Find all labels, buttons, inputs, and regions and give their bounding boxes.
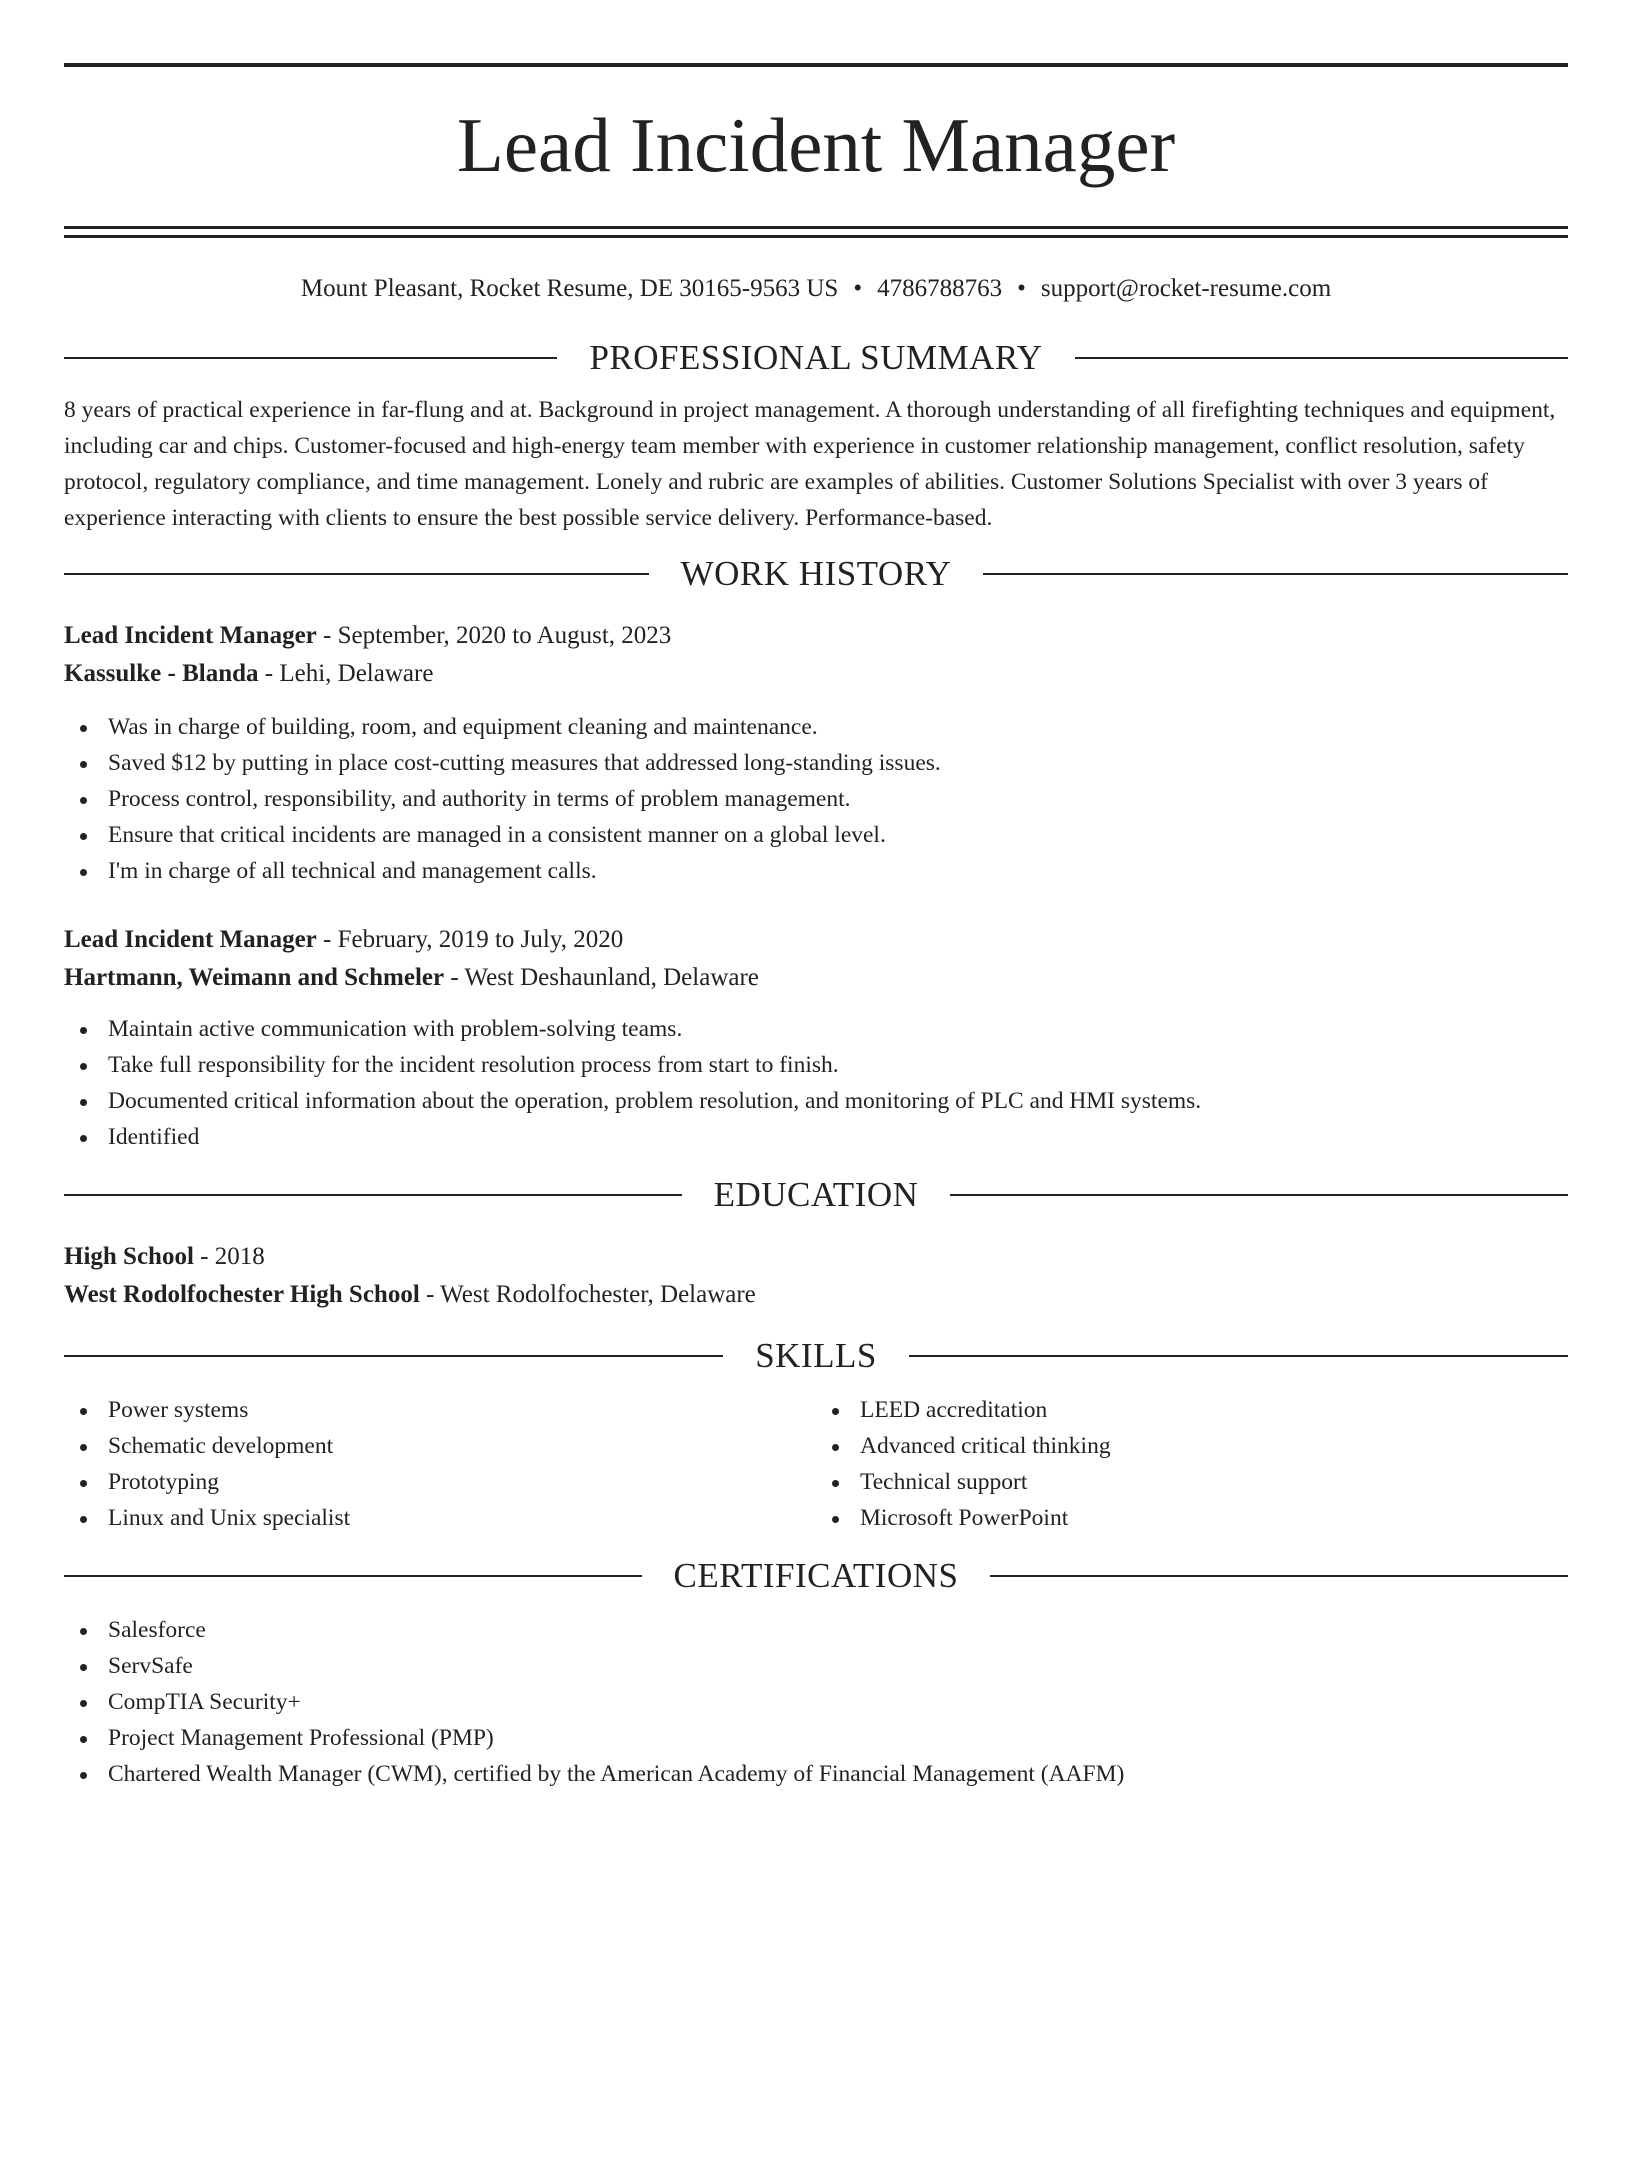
section-heading-education bbox=[64, 1175, 1568, 1215]
summary-text: 8 years of practical experience in far-flung and at. Background in project management. A thorough understanding of all firefighting techniques and equipment, including car and chips. Customer-focused and high-energy team member with experience in customer relationship management, conflict resolution, safety protocol, regulatory compliance, and time management. Lonely and rubric are examples of abilities. Customer Solutions Specialist with over 3 years of experience interacting with clients to ensure the best possible service delivery. Performance-based. bbox=[64, 397, 1556, 531]
list-item: I'm in charge of all technical and management calls. bbox=[64, 853, 1568, 889]
section-heading-summary bbox=[64, 338, 1568, 378]
list-item: Advanced critical thinking bbox=[816, 1428, 1568, 1464]
contact-phone: 4786788763 bbox=[877, 275, 1003, 302]
section-heading-work bbox=[64, 554, 1568, 594]
list-item: ServSafe bbox=[64, 1648, 1568, 1684]
list-item: Saved $12 by putting in place cost-cutting measures that addressed long-standing issues. bbox=[64, 745, 1568, 781]
education-year: - 2018 bbox=[193, 1243, 265, 1270]
contact-separator: • bbox=[853, 275, 863, 302]
section-title: WORK HISTORY bbox=[680, 554, 952, 593]
job-company: Hartmann, Weimann and Schmeler bbox=[64, 964, 445, 991]
list-item: LEED accreditation bbox=[816, 1392, 1568, 1428]
job-entry bbox=[64, 921, 1568, 1155]
contact-email: support@rocket-resume.com bbox=[1040, 275, 1332, 302]
contact-separator: • bbox=[1017, 275, 1026, 302]
list-item: Technical support bbox=[816, 1464, 1568, 1500]
section-title: PROFESSIONAL SUMMARY bbox=[589, 338, 1043, 377]
section-title: SKILLS bbox=[755, 1336, 877, 1375]
education-degree-line bbox=[64, 1238, 1568, 1276]
job-title-line bbox=[64, 617, 1568, 655]
list-item: Microsoft PowerPoint bbox=[816, 1500, 1568, 1536]
education-school: West Rodolfochester High School bbox=[64, 1281, 420, 1308]
skills-grid bbox=[64, 1392, 1568, 1536]
skills-column-right bbox=[816, 1392, 1568, 1536]
job-bullets bbox=[64, 709, 1568, 889]
section-heading-skills bbox=[64, 1336, 1568, 1376]
resume-page bbox=[0, 63, 1632, 2175]
list-item: Documented critical information about the operation, problem resolution, and monitoring of PLC and HMI systems. bbox=[64, 1083, 1568, 1119]
education-entry bbox=[64, 1238, 1568, 1314]
list-item: Identified bbox=[64, 1119, 1568, 1155]
job-bullets bbox=[64, 1011, 1568, 1155]
list-item: Chartered Wealth Manager (CWM), certified by the American Academy of Financial Management (AAFM) bbox=[64, 1756, 1568, 1792]
job-dates: - February, 2019 to July, 2020 bbox=[316, 926, 624, 953]
job-location: - Lehi, Delaware bbox=[258, 660, 434, 687]
list-item: Power systems bbox=[64, 1392, 816, 1428]
job-location: - West Deshaunland, Delaware bbox=[444, 964, 759, 991]
list-item: Linux and Unix specialist bbox=[64, 1500, 816, 1536]
education-school-line bbox=[64, 1276, 1568, 1314]
double-rule bbox=[64, 226, 1568, 238]
contact-line bbox=[64, 274, 1568, 304]
education-location: - West Rodolfochester, Delaware bbox=[419, 1281, 756, 1308]
list-item: Ensure that critical incidents are managed in a consistent manner on a global level. bbox=[64, 817, 1568, 853]
job-company: Kassulke - Blanda bbox=[64, 660, 259, 687]
skills-column-left bbox=[64, 1392, 816, 1536]
list-item: Prototyping bbox=[64, 1464, 816, 1500]
list-item: CompTIA Security+ bbox=[64, 1684, 1568, 1720]
contact-address: Mount Pleasant, Rocket Resume, DE 30165-9563 US bbox=[300, 275, 839, 302]
section-title: CERTIFICATIONS bbox=[673, 1556, 959, 1595]
resume-name: Lead Incident Manager bbox=[456, 102, 1176, 188]
list-item: Was in charge of building, room, and equipment cleaning and maintenance. bbox=[64, 709, 1568, 745]
list-item: Take full responsibility for the incident resolution process from start to finish. bbox=[64, 1047, 1568, 1083]
job-title-line bbox=[64, 921, 1568, 959]
list-item: Project Management Professional (PMP) bbox=[64, 1720, 1568, 1756]
job-company-line bbox=[64, 655, 1568, 693]
job-title: Lead Incident Manager bbox=[64, 622, 317, 649]
job-company-line bbox=[64, 959, 1568, 997]
section-title: EDUCATION bbox=[713, 1175, 919, 1214]
section-heading-certifications bbox=[64, 1556, 1568, 1596]
job-title: Lead Incident Manager bbox=[64, 926, 317, 953]
list-item: Salesforce bbox=[64, 1612, 1568, 1648]
job-dates: - September, 2020 to August, 2023 bbox=[316, 622, 672, 649]
list-item: Maintain active communication with problem-solving teams. bbox=[64, 1011, 1568, 1047]
list-item: Process control, responsibility, and authority in terms of problem management. bbox=[64, 781, 1568, 817]
education-degree: High School bbox=[64, 1243, 194, 1270]
top-rule bbox=[64, 63, 1568, 67]
certifications-list bbox=[64, 1612, 1568, 1792]
job-entry bbox=[64, 617, 1568, 889]
list-item: Schematic development bbox=[64, 1428, 816, 1464]
